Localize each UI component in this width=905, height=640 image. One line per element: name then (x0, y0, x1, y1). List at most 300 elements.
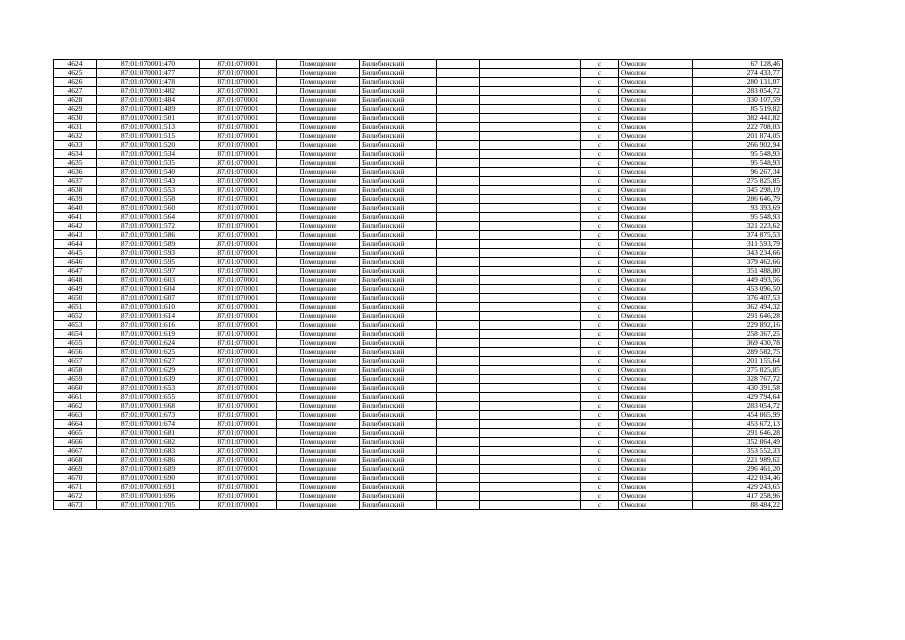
district-cell: Билибинский (360, 276, 437, 285)
row-number-cell: 4636 (54, 168, 97, 177)
settlement-type-cell: с (581, 465, 619, 474)
cadastral-block-cell: 87:01:070001 (200, 195, 277, 204)
row-number-cell: 4631 (54, 123, 97, 132)
table-row (54, 294, 783, 303)
cadastral-number-cell: 87:01:070001:604 (97, 285, 200, 294)
row-number-cell: 4652 (54, 312, 97, 321)
settlement-name-cell: Омолон (619, 312, 693, 321)
cadastral-value-cell: 430 391,58 (693, 384, 783, 393)
settlement-name-cell: Омолон (619, 240, 693, 249)
district-cell: Билибинский (360, 267, 437, 276)
cadastral-value-cell: 311 593,79 (693, 240, 783, 249)
extra-1-cell (437, 96, 480, 105)
settlement-type-cell: с (581, 303, 619, 312)
settlement-type-cell: с (581, 438, 619, 447)
cadastral-value-cell: 330 107,59 (693, 96, 783, 105)
object-type-cell: Помещение (277, 384, 360, 393)
settlement-type-cell: с (581, 447, 619, 456)
settlement-type-cell: с (581, 393, 619, 402)
row-number-cell: 4627 (54, 87, 97, 96)
district-cell: Билибинский (360, 105, 437, 114)
row-number-cell: 4626 (54, 78, 97, 87)
extra-2-cell (480, 159, 581, 168)
extra-2-cell (480, 492, 581, 501)
cadastral-value-cell: 454 865,99 (693, 411, 783, 420)
district-cell: Билибинский (360, 474, 437, 483)
object-type-cell: Помещение (277, 420, 360, 429)
extra-2-cell (480, 195, 581, 204)
object-type-cell: Помещение (277, 123, 360, 132)
settlement-name-cell: Омолон (619, 438, 693, 447)
settlement-type-cell: с (581, 150, 619, 159)
extra-2-cell (480, 303, 581, 312)
cadastral-value-cell: 229 892,16 (693, 321, 783, 330)
settlement-type-cell: с (581, 213, 619, 222)
cadastral-block-cell: 87:01:070001 (200, 222, 277, 231)
cadastral-number-cell: 87:01:070001:478 (97, 78, 200, 87)
table-row (54, 375, 783, 384)
extra-1-cell (437, 222, 480, 231)
extra-1-cell (437, 420, 480, 429)
settlement-name-cell: Омолон (619, 69, 693, 78)
extra-1-cell (437, 231, 480, 240)
table-row (54, 285, 783, 294)
object-type-cell: Помещение (277, 213, 360, 222)
cadastral-block-cell: 87:01:070001 (200, 60, 277, 69)
cadastral-block-cell: 87:01:070001 (200, 204, 277, 213)
settlement-name-cell: Омолон (619, 411, 693, 420)
district-cell: Билибинский (360, 447, 437, 456)
extra-1-cell (437, 177, 480, 186)
cadastral-block-cell: 87:01:070001 (200, 330, 277, 339)
extra-2-cell (480, 114, 581, 123)
district-cell: Билибинский (360, 177, 437, 186)
settlement-name-cell: Омолон (619, 303, 693, 312)
cadastral-value-cell: 362 494,32 (693, 303, 783, 312)
cadastral-number-cell: 87:01:070001:610 (97, 303, 200, 312)
district-cell: Билибинский (360, 465, 437, 474)
cadastral-number-cell: 87:01:070001:683 (97, 447, 200, 456)
settlement-type-cell: с (581, 402, 619, 411)
cadastral-block-cell: 87:01:070001 (200, 186, 277, 195)
settlement-name-cell: Омолон (619, 96, 693, 105)
cadastral-value-cell: 343 234,66 (693, 249, 783, 258)
district-cell: Билибинский (360, 330, 437, 339)
row-number-cell: 4665 (54, 429, 97, 438)
object-type-cell: Помещение (277, 132, 360, 141)
cadastral-number-cell: 87:01:070001:535 (97, 159, 200, 168)
district-cell: Билибинский (360, 141, 437, 150)
table-row (54, 213, 783, 222)
extra-2-cell (480, 141, 581, 150)
district-cell: Билибинский (360, 321, 437, 330)
object-type-cell: Помещение (277, 294, 360, 303)
district-cell: Билибинский (360, 456, 437, 465)
cadastral-number-cell: 87:01:070001:629 (97, 366, 200, 375)
settlement-type-cell: с (581, 357, 619, 366)
cadastral-block-cell: 87:01:070001 (200, 78, 277, 87)
extra-1-cell (437, 123, 480, 132)
table-row (54, 222, 783, 231)
object-type-cell: Помещение (277, 366, 360, 375)
cadastral-number-cell: 87:01:070001:540 (97, 168, 200, 177)
cadastral-block-cell: 87:01:070001 (200, 249, 277, 258)
table-row (54, 456, 783, 465)
district-cell: Билибинский (360, 69, 437, 78)
object-type-cell: Помещение (277, 222, 360, 231)
settlement-type-cell: с (581, 249, 619, 258)
district-cell: Билибинский (360, 213, 437, 222)
object-type-cell: Помещение (277, 195, 360, 204)
object-type-cell: Помещение (277, 312, 360, 321)
district-cell: Билибинский (360, 240, 437, 249)
cadastral-value-cell: 291 646,28 (693, 312, 783, 321)
extra-1-cell (437, 303, 480, 312)
extra-2-cell (480, 474, 581, 483)
table-row (54, 312, 783, 321)
cadastral-number-cell: 87:01:070001:624 (97, 339, 200, 348)
row-number-cell: 4672 (54, 492, 97, 501)
district-cell: Билибинский (360, 204, 437, 213)
cadastral-number-cell: 87:01:070001:655 (97, 393, 200, 402)
settlement-type-cell: с (581, 420, 619, 429)
cadastral-value-cell: 417 258,96 (693, 492, 783, 501)
settlement-name-cell: Омолон (619, 483, 693, 492)
cadastral-block-cell: 87:01:070001 (200, 465, 277, 474)
table-row (54, 339, 783, 348)
cadastral-block-cell: 87:01:070001 (200, 348, 277, 357)
extra-1-cell (437, 393, 480, 402)
extra-2-cell (480, 267, 581, 276)
cadastral-number-cell: 87:01:070001:564 (97, 213, 200, 222)
object-type-cell: Помещение (277, 474, 360, 483)
cadastral-value-cell: 453 672,13 (693, 420, 783, 429)
cadastral-value-cell: 351 488,80 (693, 267, 783, 276)
district-cell: Билибинский (360, 186, 437, 195)
object-type-cell: Помещение (277, 276, 360, 285)
settlement-type-cell: с (581, 177, 619, 186)
cadastral-block-cell: 87:01:070001 (200, 420, 277, 429)
extra-2-cell (480, 357, 581, 366)
cadastral-value-cell: 376 407,53 (693, 294, 783, 303)
extra-1-cell (437, 339, 480, 348)
cadastral-number-cell: 87:01:070001:477 (97, 69, 200, 78)
cadastral-value-cell: 422 034,46 (693, 474, 783, 483)
cadastral-number-cell: 87:01:070001:616 (97, 321, 200, 330)
row-number-cell: 4640 (54, 204, 97, 213)
row-number-cell: 4642 (54, 222, 97, 231)
row-number-cell: 4628 (54, 96, 97, 105)
extra-1-cell (437, 150, 480, 159)
cadastral-block-cell: 87:01:070001 (200, 402, 277, 411)
object-type-cell: Помещение (277, 150, 360, 159)
extra-1-cell (437, 114, 480, 123)
cadastral-block-cell: 87:01:070001 (200, 285, 277, 294)
object-type-cell: Помещение (277, 159, 360, 168)
settlement-name-cell: Омолон (619, 456, 693, 465)
cadastral-number-cell: 87:01:070001:653 (97, 384, 200, 393)
cadastral-number-cell: 87:01:070001:597 (97, 267, 200, 276)
cadastral-number-cell: 87:01:070001:572 (97, 222, 200, 231)
cadastral-number-cell: 87:01:070001:595 (97, 258, 200, 267)
extra-1-cell (437, 465, 480, 474)
district-cell: Билибинский (360, 123, 437, 132)
district-cell: Билибинский (360, 483, 437, 492)
table-row (54, 87, 783, 96)
object-type-cell: Помещение (277, 204, 360, 213)
extra-1-cell (437, 141, 480, 150)
row-number-cell: 4667 (54, 447, 97, 456)
object-type-cell: Помещение (277, 177, 360, 186)
cadastral-value-cell: 286 646,79 (693, 195, 783, 204)
cadastral-number-cell: 87:01:070001:686 (97, 456, 200, 465)
extra-2-cell (480, 96, 581, 105)
extra-2-cell (480, 447, 581, 456)
cadastral-number-cell: 87:01:070001:691 (97, 483, 200, 492)
extra-1-cell (437, 456, 480, 465)
extra-1-cell (437, 186, 480, 195)
extra-2-cell (480, 186, 581, 195)
district-cell: Билибинский (360, 78, 437, 87)
settlement-name-cell: Омолон (619, 168, 693, 177)
object-type-cell: Помещение (277, 60, 360, 69)
district-cell: Билибинский (360, 249, 437, 258)
settlement-type-cell: с (581, 105, 619, 114)
object-type-cell: Помещение (277, 231, 360, 240)
cadastral-value-cell: 258 367,25 (693, 330, 783, 339)
extra-1-cell (437, 402, 480, 411)
district-cell: Билибинский (360, 60, 437, 69)
table-row (54, 303, 783, 312)
settlement-type-cell: с (581, 429, 619, 438)
cadastral-block-cell: 87:01:070001 (200, 501, 277, 510)
district-cell: Билибинский (360, 168, 437, 177)
cadastral-number-cell: 87:01:070001:673 (97, 411, 200, 420)
row-number-cell: 4653 (54, 321, 97, 330)
cadastral-number-cell: 87:01:070001:668 (97, 402, 200, 411)
cadastral-value-cell: 275 825,85 (693, 177, 783, 186)
extra-1-cell (437, 267, 480, 276)
extra-2-cell (480, 330, 581, 339)
cadastral-value-cell: 345 298,19 (693, 186, 783, 195)
settlement-name-cell: Омолон (619, 276, 693, 285)
table-row (54, 330, 783, 339)
district-cell: Билибинский (360, 132, 437, 141)
table-row (54, 150, 783, 159)
settlement-name-cell: Омолон (619, 357, 693, 366)
district-cell: Билибинский (360, 492, 437, 501)
cadastral-number-cell: 87:01:070001:682 (97, 438, 200, 447)
table-row (54, 483, 783, 492)
object-type-cell: Помещение (277, 501, 360, 510)
cadastral-block-cell: 87:01:070001 (200, 267, 277, 276)
cadastral-number-cell: 87:01:070001:619 (97, 330, 200, 339)
district-cell: Билибинский (360, 357, 437, 366)
settlement-type-cell: с (581, 159, 619, 168)
settlement-name-cell: Омолон (619, 294, 693, 303)
cadastral-value-cell: 429 794,64 (693, 393, 783, 402)
object-type-cell: Помещение (277, 483, 360, 492)
district-cell: Билибинский (360, 159, 437, 168)
cadastral-value-cell: 321 223,62 (693, 222, 783, 231)
extra-1-cell (437, 132, 480, 141)
extra-2-cell (480, 123, 581, 132)
row-number-cell: 4624 (54, 60, 97, 69)
settlement-type-cell: с (581, 240, 619, 249)
object-type-cell: Помещение (277, 69, 360, 78)
object-type-cell: Помещение (277, 240, 360, 249)
object-type-cell: Помещение (277, 492, 360, 501)
object-type-cell: Помещение (277, 96, 360, 105)
table-row (54, 132, 783, 141)
settlement-type-cell: с (581, 492, 619, 501)
settlement-type-cell: с (581, 312, 619, 321)
settlement-name-cell: Омолон (619, 321, 693, 330)
cadastral-value-cell: 369 430,78 (693, 339, 783, 348)
settlement-name-cell: Омолон (619, 258, 693, 267)
cadastral-value-cell: 280 131,07 (693, 78, 783, 87)
cadastral-block-cell: 87:01:070001 (200, 339, 277, 348)
extra-1-cell (437, 105, 480, 114)
extra-1-cell (437, 366, 480, 375)
extra-1-cell (437, 411, 480, 420)
cadastral-number-cell: 87:01:070001:625 (97, 348, 200, 357)
district-cell: Билибинский (360, 366, 437, 375)
row-number-cell: 4661 (54, 393, 97, 402)
cadastral-block-cell: 87:01:070001 (200, 447, 277, 456)
settlement-name-cell: Омолон (619, 186, 693, 195)
extra-1-cell (437, 258, 480, 267)
district-cell: Билибинский (360, 429, 437, 438)
cadastral-block-cell: 87:01:070001 (200, 276, 277, 285)
extra-1-cell (437, 501, 480, 510)
row-number-cell: 4663 (54, 411, 97, 420)
extra-2-cell (480, 438, 581, 447)
table-row (54, 78, 783, 87)
settlement-type-cell: с (581, 78, 619, 87)
settlement-type-cell: с (581, 294, 619, 303)
cadastral-number-cell: 87:01:070001:560 (97, 204, 200, 213)
property-table (53, 59, 783, 510)
settlement-name-cell: Омолон (619, 114, 693, 123)
cadastral-block-cell: 87:01:070001 (200, 159, 277, 168)
settlement-name-cell: Омолон (619, 159, 693, 168)
settlement-type-cell: с (581, 285, 619, 294)
row-number-cell: 4633 (54, 141, 97, 150)
table-row (54, 429, 783, 438)
table-row (54, 249, 783, 258)
extra-2-cell (480, 456, 581, 465)
cadastral-number-cell: 87:01:070001:639 (97, 375, 200, 384)
row-number-cell: 4657 (54, 357, 97, 366)
cadastral-block-cell: 87:01:070001 (200, 375, 277, 384)
extra-2-cell (480, 60, 581, 69)
cadastral-block-cell: 87:01:070001 (200, 177, 277, 186)
district-cell: Билибинский (360, 303, 437, 312)
row-number-cell: 4660 (54, 384, 97, 393)
cadastral-value-cell: 453 096,50 (693, 285, 783, 294)
cadastral-number-cell: 87:01:070001:534 (97, 150, 200, 159)
extra-2-cell (480, 294, 581, 303)
cadastral-block-cell: 87:01:070001 (200, 384, 277, 393)
extra-1-cell (437, 285, 480, 294)
cadastral-number-cell: 87:01:070001:501 (97, 114, 200, 123)
district-cell: Билибинский (360, 420, 437, 429)
extra-2-cell (480, 393, 581, 402)
table-row (54, 492, 783, 501)
table-row (54, 420, 783, 429)
extra-1-cell (437, 78, 480, 87)
extra-1-cell (437, 312, 480, 321)
settlement-type-cell: с (581, 96, 619, 105)
extra-1-cell (437, 348, 480, 357)
district-cell: Билибинский (360, 114, 437, 123)
settlement-name-cell: Омолон (619, 465, 693, 474)
object-type-cell: Помещение (277, 78, 360, 87)
cadastral-block-cell: 87:01:070001 (200, 114, 277, 123)
table-row (54, 348, 783, 357)
extra-2-cell (480, 312, 581, 321)
extra-1-cell (437, 447, 480, 456)
row-number-cell: 4643 (54, 231, 97, 240)
settlement-type-cell: с (581, 330, 619, 339)
object-type-cell: Помещение (277, 456, 360, 465)
cadastral-block-cell: 87:01:070001 (200, 240, 277, 249)
district-cell: Билибинский (360, 150, 437, 159)
row-number-cell: 4647 (54, 267, 97, 276)
extra-2-cell (480, 339, 581, 348)
row-number-cell: 4670 (54, 474, 97, 483)
row-number-cell: 4641 (54, 213, 97, 222)
row-number-cell: 4632 (54, 132, 97, 141)
cadastral-block-cell: 87:01:070001 (200, 438, 277, 447)
extra-1-cell (437, 384, 480, 393)
district-cell: Билибинский (360, 348, 437, 357)
settlement-type-cell: с (581, 87, 619, 96)
row-number-cell: 4662 (54, 402, 97, 411)
settlement-type-cell: с (581, 474, 619, 483)
settlement-type-cell: с (581, 483, 619, 492)
object-type-cell: Помещение (277, 285, 360, 294)
cadastral-value-cell: 328 767,72 (693, 375, 783, 384)
cadastral-value-cell: 266 902,94 (693, 141, 783, 150)
cadastral-number-cell: 87:01:070001:614 (97, 312, 200, 321)
cadastral-number-cell: 87:01:070001:696 (97, 492, 200, 501)
table-row (54, 159, 783, 168)
row-number-cell: 4649 (54, 285, 97, 294)
cadastral-value-cell: 275 825,85 (693, 366, 783, 375)
cadastral-number-cell: 87:01:070001:515 (97, 132, 200, 141)
table-row (54, 411, 783, 420)
table-row (54, 96, 783, 105)
cadastral-value-cell: 221 989,62 (693, 456, 783, 465)
cadastral-block-cell: 87:01:070001 (200, 105, 277, 114)
extra-1-cell (437, 195, 480, 204)
cadastral-block-cell: 87:01:070001 (200, 87, 277, 96)
cadastral-number-cell: 87:01:070001:470 (97, 60, 200, 69)
cadastral-value-cell: 67 128,46 (693, 60, 783, 69)
extra-2-cell (480, 420, 581, 429)
extra-1-cell (437, 357, 480, 366)
cadastral-value-cell: 353 552,33 (693, 447, 783, 456)
cadastral-block-cell: 87:01:070001 (200, 69, 277, 78)
cadastral-value-cell: 201 155,64 (693, 357, 783, 366)
extra-2-cell (480, 150, 581, 159)
cadastral-value-cell: 201 874,05 (693, 132, 783, 141)
settlement-name-cell: Омолон (619, 141, 693, 150)
cadastral-block-cell: 87:01:070001 (200, 213, 277, 222)
cadastral-value-cell: 379 462,66 (693, 258, 783, 267)
